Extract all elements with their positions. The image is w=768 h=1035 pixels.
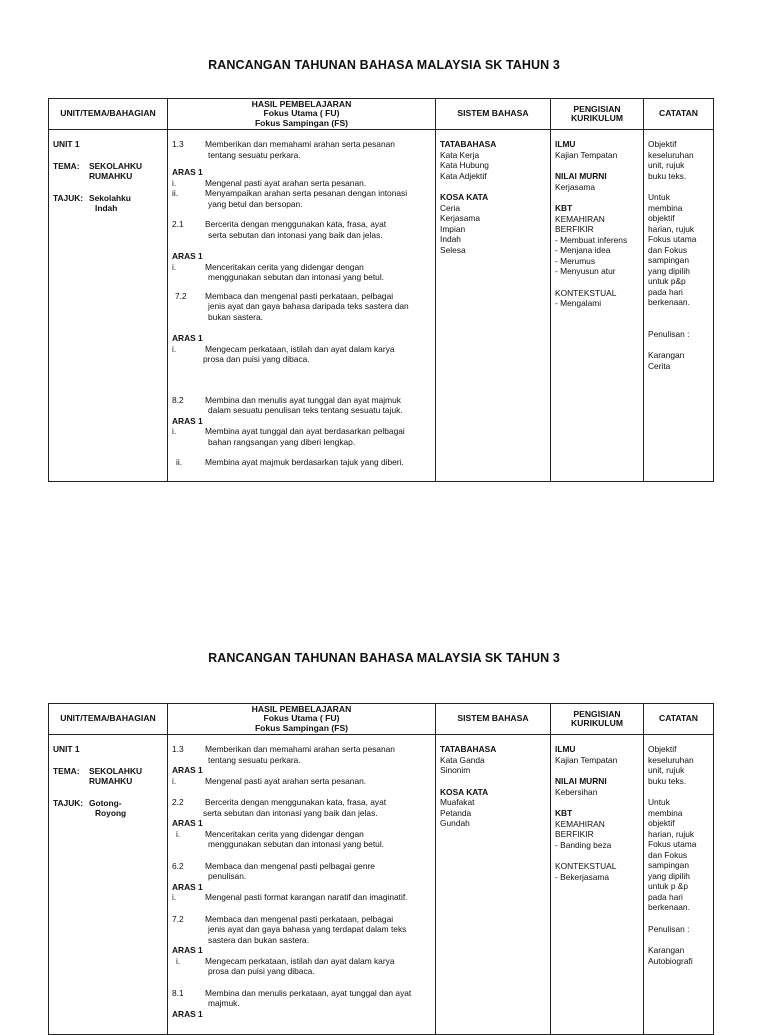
- col-header-pengisian: PENGISIAN KURIKULUM: [551, 704, 644, 735]
- list-item: 6.2 Membaca dan mengenal pasti pelbagai genre: [172, 860, 375, 871]
- table-body-row: [49, 735, 714, 1035]
- list-item: i. Mengecam perkataan, istilah dan ayat dalam karya: [172, 343, 395, 354]
- list-item: 1.3 Memberikan dan memahami arahan serta pesanan: [172, 744, 395, 754]
- col-header-pengisian: PENGISIAN KURIKULUM: [551, 99, 644, 130]
- hasil-cell: 1.3 Memberikan dan memahami arahan serta pesanan tentang sesuatu perkara. ARAS 1 i. Mengenal pasti ayat arahan serta pesanan. 2.2 Bercerita dengan menggunakan kata, frasa, ayat serta sebutan dan intonasi yang baik dan jelas. ARAS 1 i. Menceritakan cerita yang didengar dengan menggunakan sebutan dan intonasi yang betul. 6.2 Membaca dan mengenal pasti pelbagai genre penulisan. ARAS 1 i. Mengenal pasti format karangan naratif dan imaginatif. 7.2 Membaca dan mengenal pasti perkataan, pelbagai jenis ayat dan gaya bahasa yang terdapat dalam teks sastera dan bukan sastera. ARAS 1 i. Mengecam perkataan, istilah dan ayat dalam karya prosa dan puisi yang dibaca. 8.1 Membina dan menulis perkataan, ayat tunggal dan ayat majmuk. ARAS 1: [168, 735, 436, 1035]
- catatan-cell: Objektif keseluruhan unit, rujuk buku teks. Untuk membina objektif harian, rujuk Fokus utama dan Fokus sampingan yang dipilih untuk p &p pada hari berkenaan. Penulisan : Karangan Autobiografi: [644, 735, 714, 1035]
- list-item: ii. Menyampaikan arahan serta pesanan dengan intonasi: [172, 188, 408, 198]
- col-header-catatan: CATATAN: [644, 704, 714, 735]
- list-item: i. Menceritakan cerita yang didengar dengan: [172, 261, 364, 272]
- col-header-unit: UNIT/TEMA/BAHAGIAN: [49, 704, 168, 735]
- list-item: i. Mengenal pasti format karangan naratif dan imaginatif.: [172, 892, 408, 902]
- table-header-row: [49, 704, 714, 735]
- list-item: i. Menceritakan cerita yang didengar dengan: [176, 828, 364, 839]
- col-header-hasil: HASIL PEMBELAJARAN Fokus Utama ( FU) Fokus Sampingan (FS): [168, 99, 436, 130]
- list-item: 8.2 Membina dan menulis ayat tunggal dan ayat majmuk: [172, 394, 401, 405]
- pengisian-cell: ILMU Kajian Tempatan NILAI MURNI Kebersihan KBT KEMAHIRAN BERFIKIR - Banding beza KONTEKSTUAL - Bekerjasama: [551, 735, 644, 1035]
- plan-table: [48, 98, 714, 482]
- list-item: 2.1 Bercerita dengan menggunakan kata, frasa, ayat: [172, 219, 387, 229]
- list-item: i. Membina ayat tunggal dan ayat berdasarkan pelbagai: [172, 426, 405, 436]
- sistem-cell: TATABAHASA Kata Kerja Kata Hubung Kata Adjektif KOSA KATA Ceria Kerjasama Impian Indah Selesa: [436, 130, 551, 482]
- table-header-row: [49, 99, 714, 130]
- sistem-cell: TATABAHASA Kata Ganda Sinonim KOSA KATA Muafakat Petanda Gundah: [436, 735, 551, 1035]
- unit-cell: UNIT 1 TEMA: SEKOLAHKU RUMAHKU TAJUK: Gotong- Royong: [49, 735, 168, 1035]
- pengisian-cell: ILMU Kajian Tempatan NILAI MURNI Kerjasama KBT KEMAHIRAN BERFIKIR - Membuat inferens - Menjana idea - Merumus - Menyusun atur KONTEKSTUAL - Mengalami: [551, 130, 644, 482]
- list-item: 2.2 Bercerita dengan menggunakan kata, frasa, ayat: [172, 797, 387, 807]
- list-item: 8.1 Membina dan menulis perkataan, ayat tunggal dan ayat: [172, 987, 412, 998]
- col-header-catatan: CATATAN: [644, 99, 714, 130]
- plan-table: [48, 703, 714, 1035]
- col-header-hasil: HASIL PEMBELAJARAN Fokus Utama ( FU) Fokus Sampingan (FS): [168, 704, 436, 735]
- page-title: RANCANGAN TAHUNAN BAHASA MALAYSIA SK TAHUN 3: [208, 651, 560, 665]
- catatan-cell: Objektif keseluruhan unit, rujuk buku teks. Untuk membina objektif harian, rujuk Fokus utama dan Fokus sampingan yang dipilih untuk p&p pada hari berkenaan. Penulisan : Karangan Cerita: [644, 130, 714, 482]
- list-item: ii. Membina ayat majmuk berdasarkan tajuk yang diberi.: [176, 457, 404, 467]
- list-item: i. Mengenal pasti ayat arahan serta pesanan.: [172, 775, 367, 786]
- col-header-sistem: SISTEM BAHASA: [436, 99, 551, 130]
- list-item: 7.2 Membaca dan mengenal pasti perkataan, pelbagai: [172, 913, 394, 924]
- col-header-sistem: SISTEM BAHASA: [436, 704, 551, 735]
- list-item: 1.3 Memberikan dan memahami arahan serta pesanan: [172, 139, 395, 149]
- col-header-unit: UNIT/TEMA/BAHAGIAN: [49, 99, 168, 130]
- hasil-cell: 1.3 Memberikan dan memahami arahan serta pesanan tentang sesuatu perkara. ARAS 1 i. Mengenal pasti ayat arahan serta pesanan. ii. Menyampaikan arahan serta pesanan dengan intonasi yang betul dan bersopan. 2.1 Bercerita dengan menggunakan kata, frasa, ayat serta sebutan dan intonasi yang baik dan jelas. ARAS 1 i. Menceritakan cerita yang didengar dengan menggunakan sebutan dan intonasi yang betul. 7.2 Membaca dan mengenal pasti perkataan, pelbagai jenis ayat dan gaya bahasa daripada teks sastera dan bukan sastera. ARAS 1 i. Mengecam perkataan, istilah dan ayat dalam karya prosa dan puisi yang dibaca. 8.2 Membina dan menulis ayat tunggal dan ayat majmuk dalam sesuatu penulisan teks tentang sesuatu tajuk. ARAS 1 i. Membina ayat tunggal dan ayat berdasarkan pelbagai bahan rangsangan yang diberi lengkap. ii. Membina ayat majmuk berdasarkan tajuk yang diberi.: [168, 130, 436, 482]
- list-item: i. Mengecam perkataan, istilah dan ayat dalam karya: [176, 955, 395, 966]
- list-item: 7.2 Membaca dan mengenal pasti perkataan, pelbagai: [175, 290, 394, 301]
- table-body-row: [49, 130, 714, 482]
- unit-cell: UNIT 1 TEMA: SEKOLAHKU RUMAHKU TAJUK: Sekolahku Indah: [49, 130, 168, 482]
- page-title: RANCANGAN TAHUNAN BAHASA MALAYSIA SK TAHUN 3: [208, 58, 560, 72]
- list-item: i. Mengenal pasti ayat arahan serta pesanan.: [172, 177, 367, 188]
